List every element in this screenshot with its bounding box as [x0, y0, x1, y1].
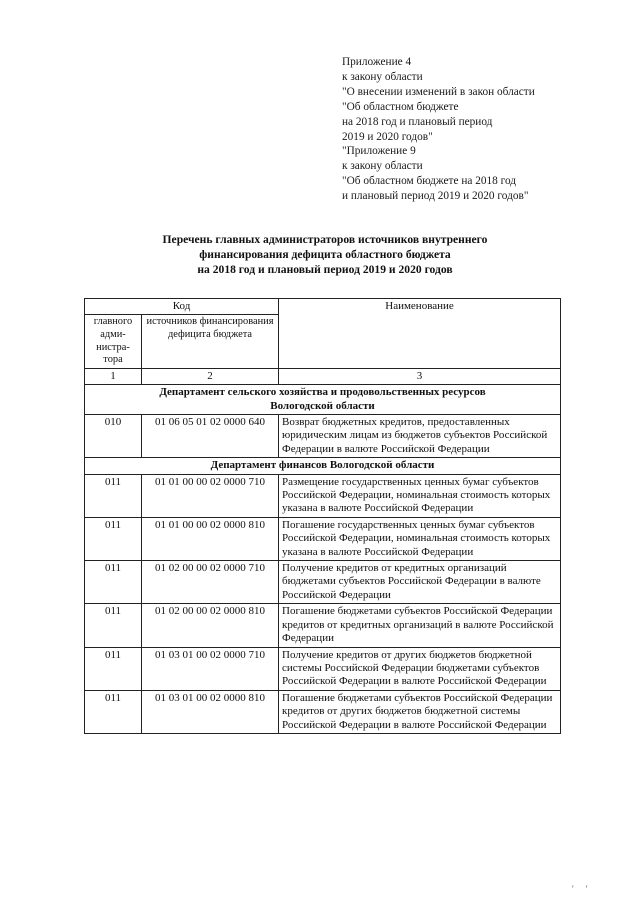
source-code: 01 03 01 00 02 0000 710 — [142, 647, 279, 690]
source-code: 01 02 00 00 02 0000 710 — [142, 561, 279, 604]
source-code: 01 01 00 00 02 0000 810 — [142, 517, 279, 560]
annex-line: "Об областном бюджете — [342, 100, 459, 113]
annex-line: к закону области — [342, 160, 423, 173]
table-row — [85, 415, 561, 458]
source-name: Получение кредитов от других бюджетов бюджетной системы Российской Федерации бюджетами субъектов Российской Федерации в валюте Российской Федерации — [279, 647, 561, 690]
department-row — [85, 385, 561, 415]
annex-line: Приложение 4 — [342, 56, 412, 68]
source-code: 01 03 01 00 02 0000 810 — [142, 690, 279, 733]
title-line: на 2018 год и плановый период 2019 и 2020 годов — [197, 263, 453, 276]
header-row — [85, 299, 561, 315]
annex-line: и плановый период 2019 и 2020 годов" — [342, 190, 529, 203]
source-name: Получение кредитов от кредитных организаций бюджетами субъектов Российской Федерации в валюте Российской Федерации — [279, 561, 561, 604]
admin-code: 010 — [85, 415, 142, 458]
table-row — [85, 604, 561, 647]
annex-line: 2019 и 2020 годов" — [342, 130, 433, 143]
annex-header — [342, 55, 622, 204]
table-row — [85, 690, 561, 733]
department-name: Департамент финансов Вологодской области — [85, 458, 561, 474]
annex-line: на 2018 год и плановый период — [342, 115, 493, 128]
annex-line: к закону области — [342, 70, 423, 83]
admin-code: 011 — [85, 474, 142, 517]
source-name: Возврат бюджетных кредитов, предоставленных юридическим лицам из бюджетов субъектов Российской Федерации в валюте Российской Федерации — [279, 415, 561, 458]
title-line: Перечень главных администраторов источников внутреннего — [162, 233, 488, 246]
title-line: финансирования дефицита областного бюджета — [199, 248, 451, 261]
column-number-row — [85, 368, 561, 384]
column-number-1: 1 — [85, 368, 142, 384]
table-row — [85, 647, 561, 690]
source-name: Погашение государственных ценных бумаг субъектов Российской Федерации, номинальная стоимость которых указана в валюте Российской Федерации — [279, 517, 561, 560]
document-title — [100, 232, 550, 277]
admin-code: 011 — [85, 604, 142, 647]
header-source: источников финансирования дефицита бюджета — [142, 315, 279, 368]
source-code: 01 02 00 00 02 0000 810 — [142, 604, 279, 647]
source-name: Погашение бюджетами субъектов Российской Федерации кредитов от кредитных организаций в валюте Российской Федерации — [279, 604, 561, 647]
page-marks: ' ' — [572, 884, 593, 894]
annex-line: "Приложение 9 — [342, 145, 416, 158]
admin-code: 011 — [85, 690, 142, 733]
source-code: 01 01 00 00 02 0000 710 — [142, 474, 279, 517]
admin-code: 011 — [85, 647, 142, 690]
department-name: Департамент сельского хозяйства и продовольственных ресурсов Вологодской области — [85, 385, 561, 415]
table-row — [85, 517, 561, 560]
source-name: Погашение бюджетами субъектов Российской Федерации кредитов от других бюджетов бюджетной системы Российской Федерации в валюте Российской Федерации — [279, 690, 561, 733]
column-number-2: 2 — [142, 368, 279, 384]
table-row — [85, 474, 561, 517]
column-number-3: 3 — [279, 368, 561, 384]
annex-line: "Об областном бюджете на 2018 год — [342, 175, 517, 188]
header-admin — [85, 315, 142, 368]
table-row — [85, 561, 561, 604]
administrators-table — [84, 298, 561, 734]
header-name: Наименование — [279, 299, 561, 369]
department-row — [85, 458, 561, 474]
source-code: 01 06 05 01 02 0000 640 — [142, 415, 279, 458]
admin-code: 011 — [85, 561, 142, 604]
source-name: Размещение государственных ценных бумаг субъектов Российской Федерации, номинальная стоимость которых указана в валюте Российской Федерации — [279, 474, 561, 517]
admin-code: 011 — [85, 517, 142, 560]
header-code: Код — [85, 299, 279, 315]
header-admin-text: главного адми-нистра-тора — [93, 316, 133, 366]
annex-line: "О внесении изменений в закон области — [342, 85, 535, 98]
